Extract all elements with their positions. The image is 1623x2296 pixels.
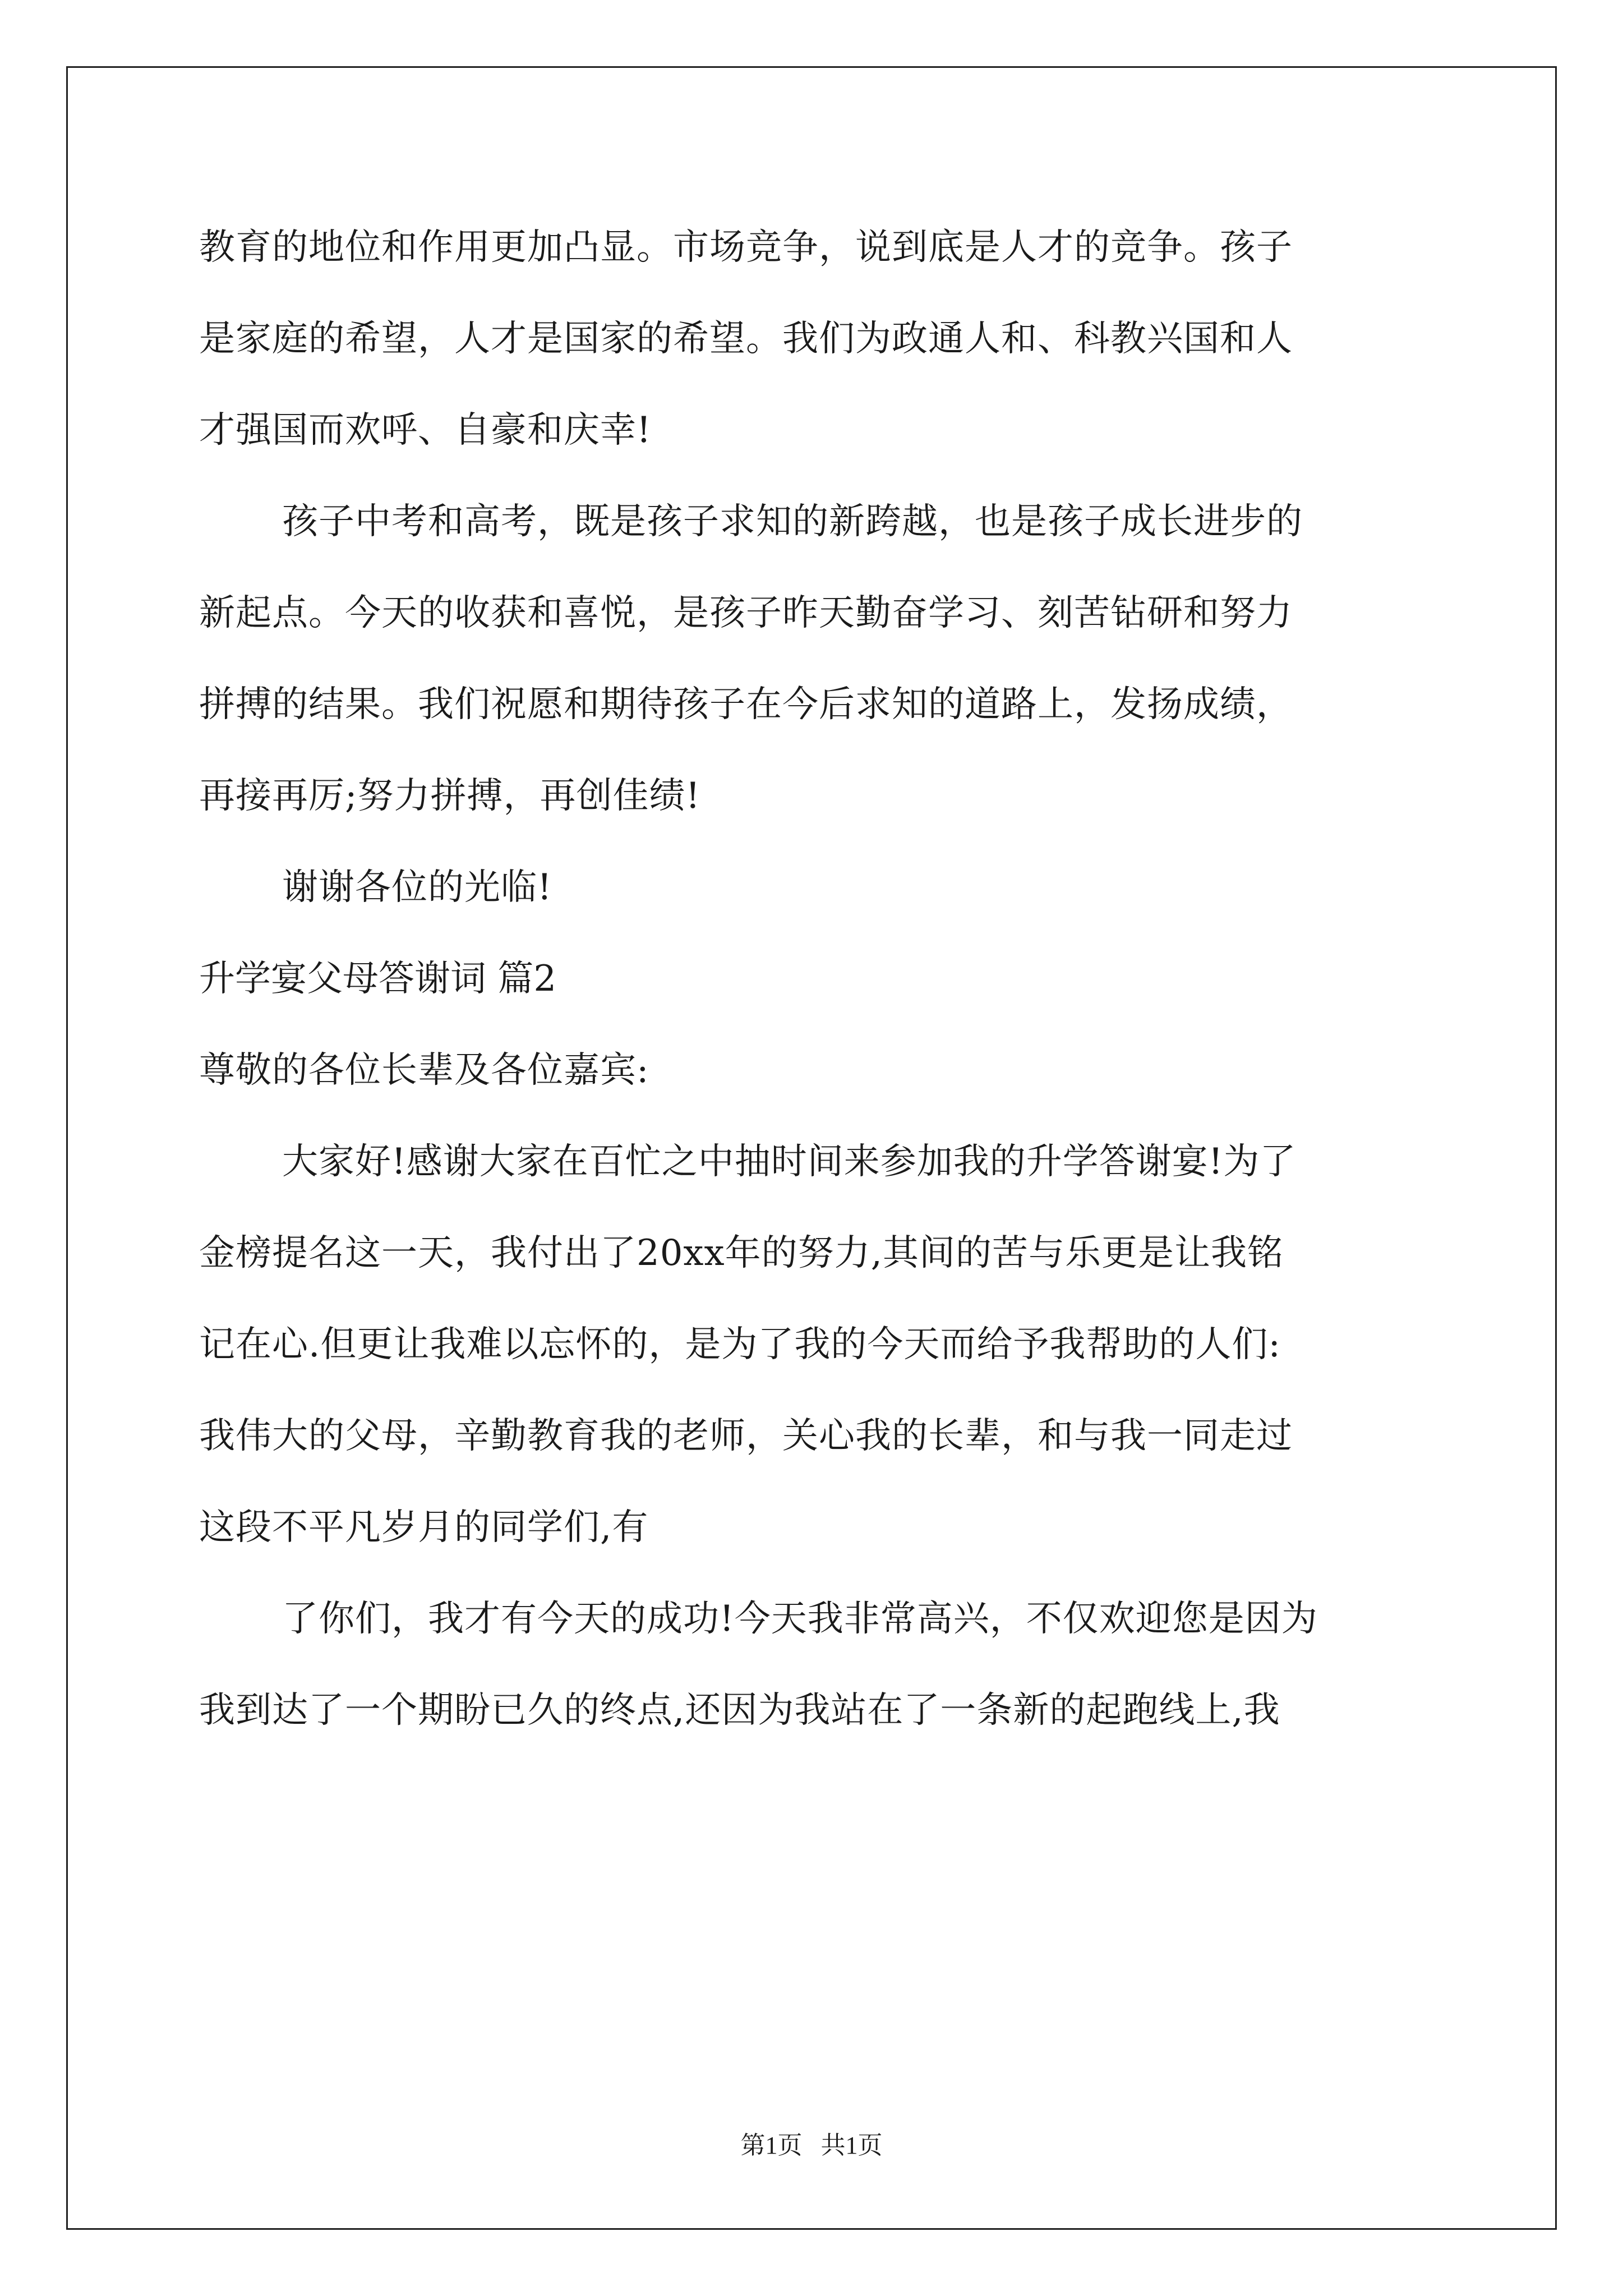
document-body: [199, 202, 1433, 1756]
text-line-8: 谢谢各位的光临!: [282, 867, 552, 908]
page-footer: 第1页 共1页: [740, 2132, 883, 2159]
text-line-11: 大家好!感谢大家在百忙之中抽时间来参加我的升学答谢宴!为了: [282, 1141, 1297, 1182]
text-line-7: 再接再厉;努力拼搏，再创佳绩!: [199, 775, 701, 817]
text-line-4: 孩子中考和高考，既是孩子求知的新跨越，也是孩子成长进步的: [282, 501, 1303, 542]
section-heading: 升学宴父母答谢词 篇2: [199, 958, 557, 1000]
text-line-13: 记在心.但更让我难以忘怀的，是为了我的今天而给予我帮助的人们:: [199, 1324, 1281, 1365]
text-line-15: 这段不平凡岁月的同学们,有: [199, 1507, 649, 1548]
text-line-16: 了你们，我才有今天的成功!今天我非常高兴，不仅欢迎您是因为: [282, 1598, 1318, 1640]
text-line-3: 才强国而欢呼、自豪和庆幸!: [199, 409, 652, 451]
text-line-6: 拼搏的结果。我们祝愿和期待孩子在今后求知的道路上，发扬成绩，: [199, 684, 1293, 725]
text-line-2: 是家庭的希望，人才是国家的希望。我们为政通人和、科教兴国和人: [199, 318, 1293, 360]
text-line-12: 金榜提名这一天，我付出了20xx年的努力,其间的苦与乐更是让我铭: [199, 1232, 1284, 1274]
text-line-17: 我到达了一个期盼已久的终点,还因为我站在了一条新的起跑线上,我: [199, 1690, 1280, 1731]
text-line-1: 教育的地位和作用更加凸显。市场竞争，说到底是人才的竞争。孩子: [199, 227, 1293, 268]
salutation: 尊敬的各位长辈及各位嘉宾:: [199, 1050, 649, 1091]
text-line-14: 我伟大的父母，辛勤教育我的老师，关心我的长辈，和与我一同走过: [199, 1415, 1293, 1457]
text-line-5: 新起点。今天的收获和喜悦，是孩子昨天勤奋学习、刻苦钻研和努力: [199, 592, 1293, 634]
